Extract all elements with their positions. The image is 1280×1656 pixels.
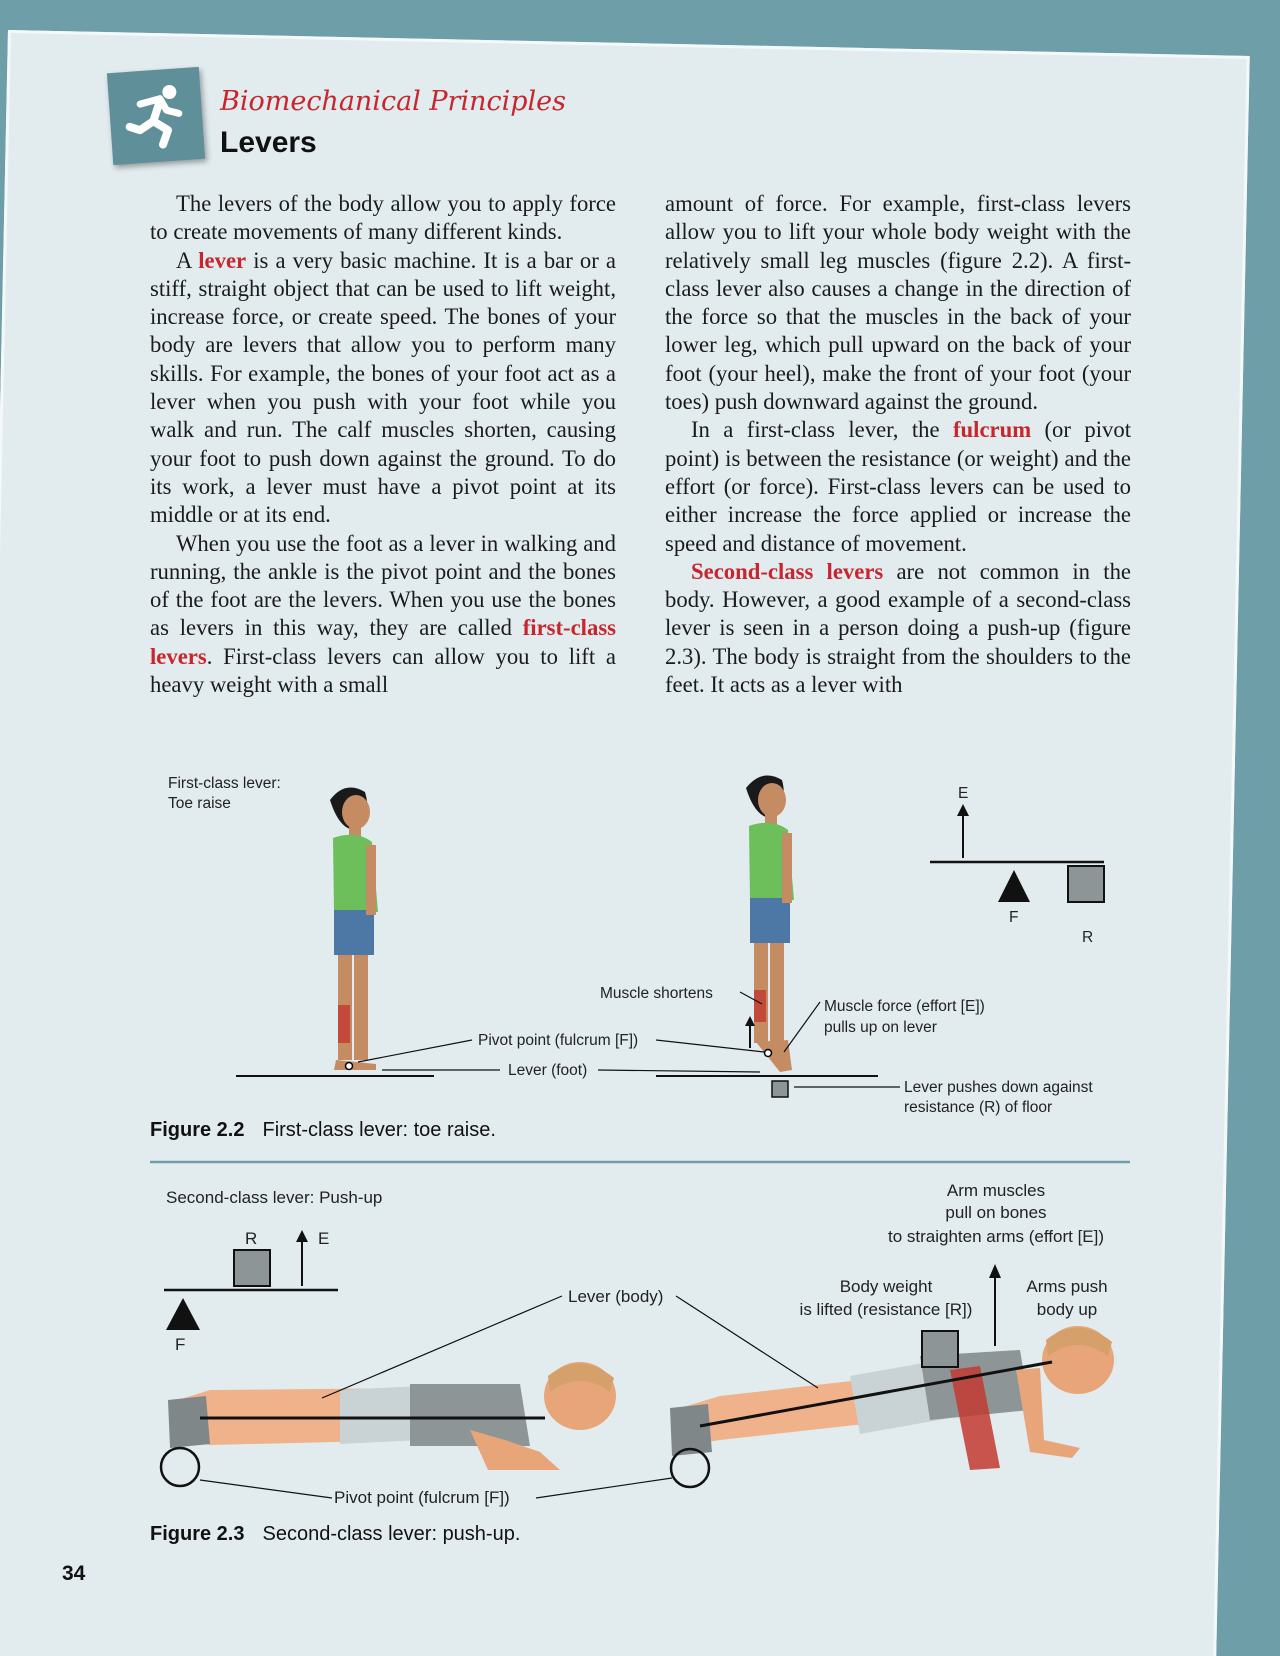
key-term: fulcrum bbox=[952, 417, 1032, 443]
lever-pushes-label-1: Lever pushes down against bbox=[904, 1079, 1093, 1096]
fig22-caption-number: Figure 2.2 bbox=[150, 1119, 245, 1141]
paragraph-text: In a first-class lever, the bbox=[691, 417, 953, 443]
diagram-e-label: E bbox=[958, 785, 969, 802]
pivot-point-label: Pivot point (fulcrum [F]) bbox=[478, 1032, 639, 1049]
arms-push-label-2: body up bbox=[1036, 1300, 1098, 1319]
lever-foot-label: Lever (foot) bbox=[508, 1062, 588, 1079]
body-weight-label-2: is lifted (resistance [R]) bbox=[799, 1300, 973, 1319]
paragraph-text: The levers of the body allow you to apply force to create movements of many different kinds. bbox=[150, 191, 616, 245]
diagram23-f-label: F bbox=[175, 1335, 186, 1354]
arm-muscles-label-2: pull on bones bbox=[945, 1203, 1047, 1222]
arm-muscles-label-1: Arm muscles bbox=[946, 1181, 1046, 1200]
page-number: 34 bbox=[62, 1562, 86, 1585]
key-term: lever bbox=[198, 247, 247, 273]
standing-figure-2 bbox=[746, 776, 794, 1073]
paragraph-text: amount of force. For example, first-class levers allow you to lift your whole body weight with the relatively small leg muscles (figure 2.2). A first-class lever also causes a change in the direction of the force so that the muscles in the back of your lower leg, which pull upward on the back of your foot (your heel), make the front of your foot (your toes) push downward against the ground. bbox=[665, 191, 1131, 415]
second-class-lever-diagram bbox=[164, 1229, 338, 1354]
arm-muscles-label-3: to straighten arms (effort [E]) bbox=[887, 1227, 1105, 1246]
fig23-caption-number: Figure 2.3 bbox=[150, 1523, 245, 1545]
diagram23-r-label: R bbox=[245, 1229, 258, 1248]
standing-figure-1 bbox=[330, 788, 378, 1071]
paragraph-text: are not common in the body. However, a good example of a second-class lever is seen in a person doing a push-up (figure 2.3). The body is straight from the shoulders to the feet. It acts as a lever with bbox=[665, 558, 1131, 698]
paragraph-text: A bbox=[176, 247, 199, 273]
body-weight-label-1: Body weight bbox=[839, 1277, 933, 1296]
fig23-caption-text: Second-class lever: push-up. bbox=[262, 1523, 521, 1545]
fig22-caption-text: First-class lever: toe raise. bbox=[262, 1119, 496, 1141]
section-kicker: Biomechanical Principles bbox=[220, 86, 566, 117]
paragraph-text: . First-class levers can allow you to lift a heavy weight with a small bbox=[150, 643, 616, 698]
fig22-title-2: Toe raise bbox=[168, 795, 231, 812]
key-term: Second-class levers bbox=[691, 558, 884, 584]
figure-2-2-caption bbox=[150, 1119, 496, 1142]
lever-pushes-label-2: resistance (R) of floor bbox=[904, 1099, 1053, 1116]
first-class-lever-diagram bbox=[930, 785, 1104, 946]
muscle-force-label-2: pulls up on lever bbox=[824, 1019, 937, 1036]
muscle-force-label-1: Muscle force (effort [E]) bbox=[824, 998, 985, 1015]
muscle-shortens-label: Muscle shortens bbox=[600, 985, 713, 1002]
diagram23-e-label: E bbox=[318, 1229, 330, 1248]
paragraph-text: (or pivot point) is between the resistance (or weight) and the effort (or force). First-class levers can be used to either increase the force applied or increase the speed and distance of movement. bbox=[665, 417, 1131, 556]
diagram-f-label: F bbox=[1009, 909, 1019, 926]
fig23-pivot-label: Pivot point (fulcrum [F]) bbox=[334, 1488, 510, 1507]
key-term: first-class levers bbox=[150, 615, 616, 669]
page-title: Levers bbox=[220, 126, 317, 159]
paragraph-text: is a very basic machine. It is a bar or a stiff, straight object that can be used to lift weight, increase force, or create speed. The bones of your body are levers that allow you to perform many skills. For example, the bones of your foot act as a lever when you push with your foot while you walk and run. The calf muscles shorten, causing your foot to push down against the ground. To do its work, a lever must have a pivot point at its middle or at its end. bbox=[150, 247, 616, 528]
fig22-title-1: First-class lever: bbox=[168, 775, 281, 792]
lever-body-label: Lever (body) bbox=[568, 1287, 664, 1306]
diagram-r-label: R bbox=[1082, 929, 1094, 946]
fig23-title: Second-class lever: Push-up bbox=[166, 1188, 383, 1207]
pushup-figure-2 bbox=[670, 1326, 1114, 1470]
paragraph-text: When you use the foot as a lever in walking and running, the ankle is the pivot point and the bones of the foot are the levers. When you use the bones as levers in this way, they are called bbox=[150, 530, 616, 641]
arms-push-label-1: Arms push bbox=[1026, 1277, 1108, 1296]
figure-2-3-caption bbox=[150, 1523, 520, 1546]
pushup-figure-1 bbox=[168, 1362, 616, 1470]
